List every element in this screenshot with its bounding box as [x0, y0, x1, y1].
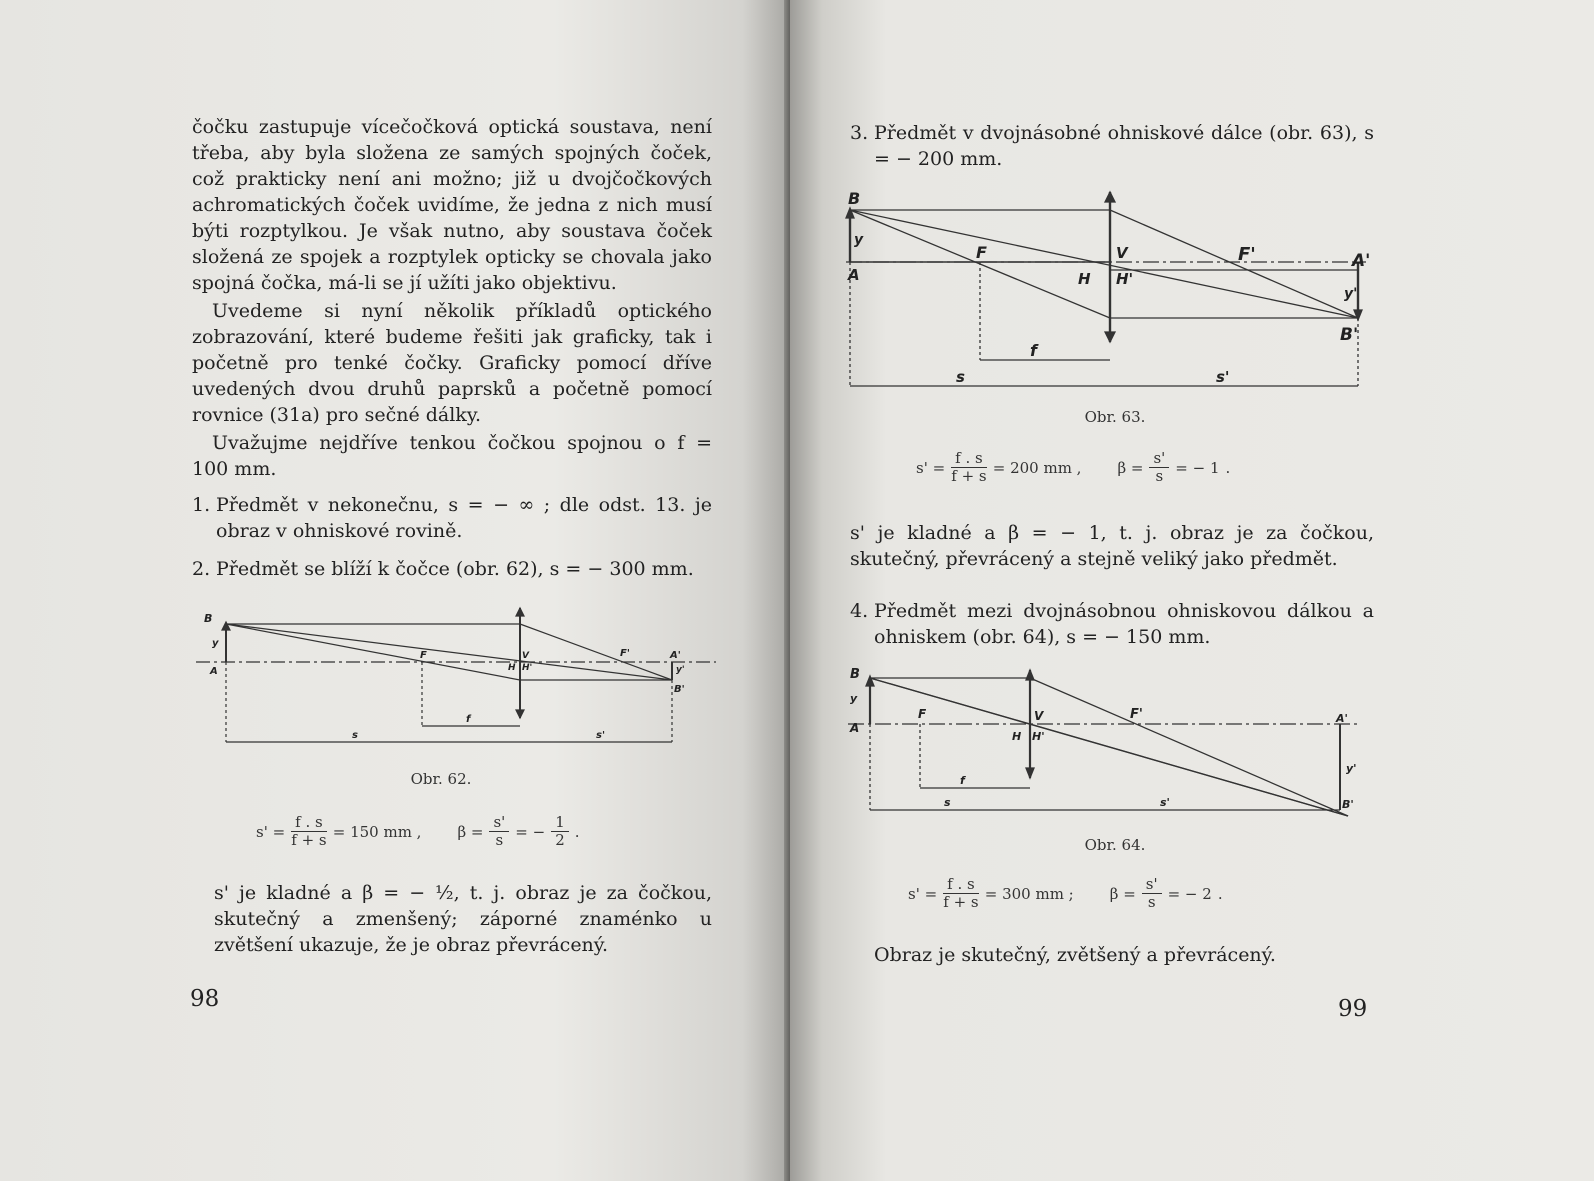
beta-lhs: β = [457, 822, 484, 841]
beta-eq: = − [515, 822, 546, 841]
figure-62 [196, 606, 716, 756]
conclusion-63: s' je kladné a β = − 1, t. j. obraz je za čočkou, skutečný, převrácený a stejně veliký jako předmět. [850, 522, 1374, 570]
label-Ap: A' [670, 650, 681, 661]
half-numerator: 1 [551, 814, 569, 832]
label-B: B [848, 189, 861, 208]
fraction-denominator: f + s [291, 831, 327, 849]
beta-lhs: β = [1109, 884, 1136, 903]
ray-focal [226, 624, 520, 680]
formula-end: . [1217, 884, 1223, 903]
ray-focal [870, 678, 1030, 724]
beta-lhs: β = [1117, 458, 1144, 477]
fraction-numerator: f . s [951, 450, 987, 468]
ray-refracted [520, 624, 672, 680]
list-item-2 [192, 556, 712, 582]
label-V: V [1116, 244, 1128, 262]
label-sp: s' [1216, 368, 1230, 386]
formula-lhs: s' = [916, 458, 946, 477]
label-Ap: A' [1352, 251, 1371, 271]
list-item-1 [192, 492, 712, 544]
left-page [0, 0, 790, 1181]
list-number: 1. [192, 494, 211, 516]
beta-eq: = − 2 [1167, 884, 1212, 903]
object-arrowhead [222, 622, 230, 630]
formula-62 [256, 814, 580, 849]
formula-lhs: s' = [256, 822, 286, 841]
formula-63 [916, 450, 1230, 485]
fraction-numerator: f . s [291, 814, 327, 832]
label-A: A [850, 721, 860, 735]
label-F: F [976, 243, 987, 262]
label-Fp: F' [1238, 244, 1256, 265]
conclusion-62: s' je kladné a β = − ½, t. j. obraz je za čočkou, skutečný a zmenšený; záporné znaménko u zvětšení ukazuje, že je obraz převrácený. [214, 882, 712, 956]
lens-arrow-top [516, 608, 524, 616]
list-text: Předmět mezi dvojnásobnou ohniskovou dálkou a ohniskem (obr. 64), s = − 150 mm. [874, 600, 1374, 648]
formula-lhs: s' = [908, 884, 938, 903]
item-4-block [850, 598, 1374, 650]
beta-numerator: s' [489, 814, 509, 832]
figure-64 [848, 668, 1358, 828]
label-y: y [850, 692, 858, 705]
label-y: y [212, 638, 219, 649]
figure-63 [846, 189, 1371, 400]
label-Bp: B' [1342, 798, 1354, 811]
label-F: F [420, 650, 427, 661]
figure-62-caption: Obr. 62. [410, 770, 472, 788]
formula-fraction [943, 876, 979, 911]
list-number: 3. [850, 122, 869, 144]
label-s: s [352, 730, 358, 741]
formula-end: . [1225, 458, 1231, 477]
formula-result: = 200 mm , [992, 458, 1082, 477]
label-sp: s' [1160, 796, 1170, 809]
label-V: V [1034, 709, 1044, 723]
figure-63-caption: Obr. 63. [1084, 408, 1146, 426]
label-f: f [1030, 341, 1037, 360]
formula-end: . [574, 822, 580, 841]
label-H: H [508, 663, 516, 673]
label-F: F [918, 707, 927, 721]
fraction-numerator: f . s [943, 876, 979, 894]
list-item-3 [850, 120, 1374, 172]
label-B: B [204, 612, 213, 625]
list-text: Předmět v dvojnásobné ohniskové dálce (obr. 63), s = − 200 mm. [874, 122, 1374, 170]
label-Hp: H' [522, 663, 533, 673]
formula-fraction [291, 814, 327, 849]
label-B: B [850, 667, 860, 682]
label-yp: y' [1344, 286, 1358, 302]
fraction-denominator: f + s [951, 467, 987, 485]
page-number-right: 99 [1338, 996, 1368, 1022]
ray-center [226, 624, 672, 680]
label-A: A [848, 266, 860, 284]
fraction-denominator: f + s [943, 893, 979, 911]
figure-64-caption: Obr. 64. [1084, 836, 1146, 854]
lens-arrow-bottom [516, 710, 524, 718]
beta-denominator: s [1155, 467, 1164, 485]
right-page [790, 0, 1594, 1181]
list-number: 2. [192, 558, 211, 580]
page-number-left: 98 [190, 986, 220, 1012]
formula-result: = 300 mm ; [984, 884, 1074, 903]
list-text: Předmět v nekonečnu, s = − ∞ ; dle odst. 13. je obraz v ohniskové rovině. [216, 494, 712, 542]
label-Bp: B' [674, 684, 685, 695]
ray-refracted [1110, 210, 1358, 318]
beta-fraction [489, 814, 509, 849]
formula-fraction [951, 450, 987, 485]
beta-denominator: s [495, 831, 504, 849]
label-Hp: H' [1032, 730, 1045, 743]
beta-fraction [1149, 450, 1169, 485]
list-item-4 [850, 598, 1374, 650]
label-Ap: A' [1336, 712, 1348, 725]
label-Bp: B' [1340, 325, 1359, 345]
ray-refracted [1030, 678, 1348, 816]
label-Fp: F' [1130, 707, 1143, 722]
label-Hp: H' [1116, 270, 1134, 288]
label-f: f [466, 714, 471, 725]
left-text-block [192, 114, 712, 582]
half-denominator: 2 [555, 831, 565, 849]
label-f: f [960, 774, 965, 787]
beta-numerator: s' [1142, 876, 1162, 894]
conclusion-64: Obraz je skutečný, zvětšený a převrácený. [874, 944, 1276, 966]
label-Fp: F' [620, 648, 630, 659]
label-V: V [522, 651, 529, 661]
label-yp: y' [1346, 762, 1357, 775]
label-y: y [854, 232, 864, 248]
item-3-block [850, 120, 1374, 172]
ray-center [850, 210, 1358, 318]
paragraph-3: Uvažujme nejdříve tenkou čočkou spojnou o f = 100 mm. [192, 432, 712, 480]
label-s: s [956, 368, 965, 386]
ray-out [1030, 724, 1348, 816]
paragraph-1: čočku zastupuje vícečočková optická soustava, není třeba, aby byla složena ze samých spojných čoček, což prakticky není ani možno; již u dvojčočkových achromatických čoček uvidíme, že jedna z nich musí býti rozptylkou. Je však nutno, aby soustava čoček složená ze spojek a rozptylek opticky se chovala jako spojná čočka, má-li se jí užíti jako objektivu. [192, 116, 712, 294]
label-s: s [944, 796, 951, 809]
label-sp: s' [596, 730, 606, 741]
list-number: 4. [850, 600, 869, 622]
formula-result: = 150 mm , [332, 822, 422, 841]
beta-numerator: s' [1149, 450, 1169, 468]
list-text: Předmět se blíží k čočce (obr. 62), s = − 300 mm. [216, 558, 694, 580]
beta-eq: = − 1 [1175, 458, 1220, 477]
formula-64 [908, 876, 1223, 911]
beta-fraction [1142, 876, 1162, 911]
half-fraction [551, 814, 569, 849]
label-H: H [1078, 270, 1091, 288]
label-H: H [1012, 730, 1022, 743]
label-yp: y' [676, 665, 685, 675]
paragraph-2: Uvedeme si nyní několik příkladů optického zobrazování, které budeme řešiti jak graficky, tak i početně pro tenké čočky. Graficky pomocí dříve uvedených dvou druhů paprsků a početně pomocí rovnice (31a) pro sečné dálky. [192, 300, 712, 426]
beta-denominator: s [1147, 893, 1156, 911]
label-A: A [210, 666, 218, 677]
